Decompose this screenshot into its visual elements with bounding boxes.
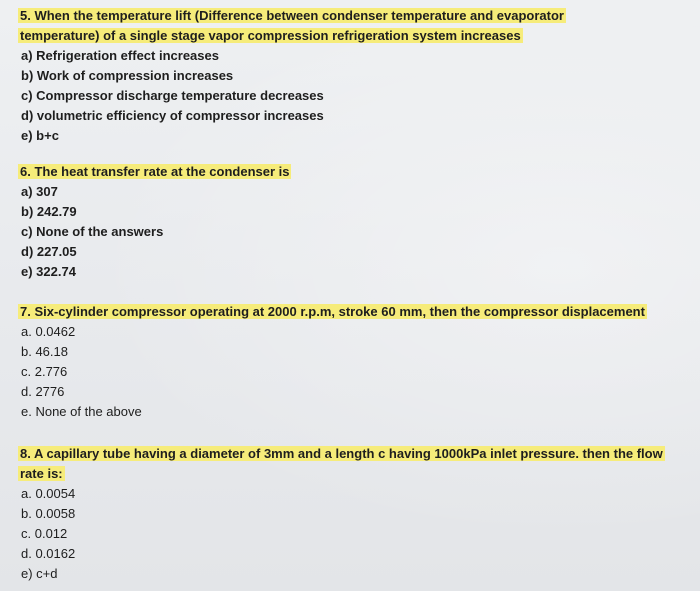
- highlight: 5. When the temperature lift (Difference between condenser temperature and evaporator: [20, 8, 564, 23]
- question-7: [18, 302, 647, 422]
- answer-option-a: a. 0.0462: [21, 324, 76, 339]
- question-stem: [18, 162, 291, 182]
- answer-option-a: a) Refrigeration effect increases: [21, 48, 219, 63]
- answer-option-c: c. 0.012: [21, 526, 68, 541]
- answer-option-a: a. 0.0054: [21, 486, 76, 501]
- question-8: [18, 444, 665, 584]
- answer-option-d: d. 2776: [21, 384, 65, 399]
- answer-option-e: e. None of the above: [21, 404, 142, 419]
- highlight: 6. The heat transfer rate at the condenser is: [20, 164, 290, 179]
- answer-option-d: d) 227.05: [21, 244, 77, 259]
- question-5: [18, 6, 566, 146]
- question-stem: [18, 6, 566, 26]
- highlight: temperature) of a single stage vapor compression refrigeration system increases: [20, 28, 521, 43]
- highlight: 8. A capillary tube having a diameter of 3mm and a length c having 1000kPa inlet pressure. then the flow: [20, 446, 663, 461]
- question-stem: [18, 26, 566, 46]
- answer-option-b: b) 242.79: [21, 204, 77, 219]
- answer-option-e: e) c+d: [21, 566, 58, 581]
- highlight: 7. Six-cylinder compressor operating at 2000 r.p.m, stroke 60 mm, then the compressor displacement: [20, 304, 645, 319]
- answer-option-b: b. 46.18: [21, 344, 68, 359]
- question-stem: [18, 464, 665, 484]
- answer-option-c: c. 2.776: [21, 364, 68, 379]
- answer-option-d: d. 0.0162: [21, 546, 76, 561]
- answer-option-e: e) 322.74: [21, 264, 76, 279]
- question-stem: [18, 302, 647, 322]
- answer-option-e: e) b+c: [21, 128, 59, 143]
- highlight: rate is:: [20, 466, 63, 481]
- answer-option-c: c) None of the answers: [21, 224, 164, 239]
- answer-option-b: b) Work of compression increases: [21, 68, 234, 83]
- answer-option-c: c) Compressor discharge temperature decreases: [21, 88, 324, 103]
- question-stem: [18, 444, 665, 464]
- answer-option-d: d) volumetric efficiency of compressor increases: [21, 108, 324, 123]
- answer-option-a: a) 307: [21, 184, 58, 199]
- answer-option-b: b. 0.0058: [21, 506, 76, 521]
- question-6: [18, 162, 291, 282]
